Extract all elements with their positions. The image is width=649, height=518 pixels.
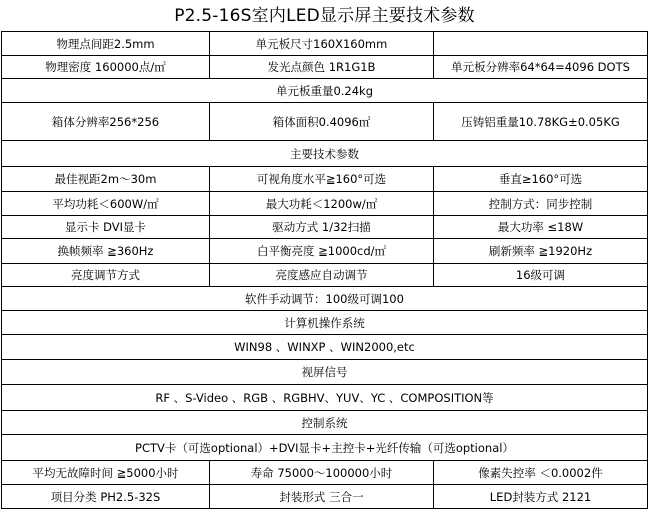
table-row xyxy=(2,264,648,287)
table-cell: 压铸铝重量10.78KG±0.05KG xyxy=(434,103,648,141)
table-cell: 箱体面积0.4096㎡ xyxy=(210,103,434,141)
spec-table xyxy=(1,31,648,509)
table-cell: WIN98 、WINXP 、WIN2000,etc xyxy=(2,335,648,360)
table-cell: 单元板重量0.24kg xyxy=(2,79,648,103)
table-cell: 寿命 75000～100000小时 xyxy=(210,461,434,485)
table-cell: 箱体分辨率256*256 xyxy=(2,103,210,141)
table-row xyxy=(2,287,648,311)
table-cell: 封装形式 三合一 xyxy=(210,485,434,509)
table-cell: 平均无故障时间 ≧5000小时 xyxy=(2,461,210,485)
section-header: 控制系统 xyxy=(2,411,648,435)
table-row xyxy=(2,311,648,335)
table-cell: PCTV卡（可选optional）+DVI显卡+主控卡+光纤传输（可选optional） xyxy=(2,435,648,461)
table-row xyxy=(2,103,648,141)
table-cell: 亮度调节方式 xyxy=(2,264,210,287)
table-row xyxy=(2,216,648,239)
table-cell: 物理点间距2.5mm xyxy=(2,32,210,56)
table-cell: RF 、S-Video 、RGB 、RGBHV、YUV、YC 、COMPOSITION等 xyxy=(2,385,648,411)
table-cell: 软件手动调节：100级可调100 xyxy=(2,287,648,311)
table-cell: 刷新频率 ≧1920Hz xyxy=(434,239,648,264)
table-row xyxy=(2,56,648,79)
table-row xyxy=(2,32,648,56)
table-cell xyxy=(434,32,648,56)
table-row xyxy=(2,239,648,264)
table-cell: 控制方式：同步控制 xyxy=(434,192,648,216)
table-row xyxy=(2,435,648,461)
table-cell: 单元板分辨率64*64=4096 DOTS xyxy=(434,56,648,79)
table-row xyxy=(2,360,648,385)
table-cell: 可视角度水平≧160°可选 xyxy=(210,167,434,192)
table-row xyxy=(2,461,648,485)
table-row xyxy=(2,411,648,435)
table-cell: 物理密度 160000点/㎡ xyxy=(2,56,210,79)
table-cell: 发光点颜色 1R1G1B xyxy=(210,56,434,79)
table-row xyxy=(2,192,648,216)
table-cell: 项目分类 PH2.5-32S xyxy=(2,485,210,509)
table-cell: 单元板尺寸160X160mm xyxy=(210,32,434,56)
table-cell: 亮度感应自动调节 xyxy=(210,264,434,287)
section-header: 视屏信号 xyxy=(2,360,648,385)
table-row xyxy=(2,485,648,509)
table-row xyxy=(2,167,648,192)
table-cell: LED封装方式 2121 xyxy=(434,485,648,509)
table-row xyxy=(2,335,648,360)
table-cell: 平均功耗＜600W/㎡ xyxy=(2,192,210,216)
table-cell: 显示卡 DVI显卡 xyxy=(2,216,210,239)
table-cell: 最大功率 ≤18W xyxy=(434,216,648,239)
table-cell: 像素失控率 ＜0.0002件 xyxy=(434,461,648,485)
table-cell: 驱动方式 1/32扫描 xyxy=(210,216,434,239)
table-row xyxy=(2,141,648,167)
section-header: 主要技术参数 xyxy=(2,141,648,167)
table-row xyxy=(2,79,648,103)
table-cell: 最大功耗＜1200w/㎡ xyxy=(210,192,434,216)
table-cell: 16级可调 xyxy=(434,264,648,287)
table-row xyxy=(2,385,648,411)
table-cell: 白平衡亮度 ≧1000cd/㎡ xyxy=(210,239,434,264)
table-cell: 垂直≥160°可选 xyxy=(434,167,648,192)
section-header: 计算机操作系统 xyxy=(2,311,648,335)
table-cell: 最佳视距2m～30m xyxy=(2,167,210,192)
table-cell: 换帧频率 ≧360Hz xyxy=(2,239,210,264)
page-title: P2.5-16S室内LED显示屏主要技术参数 xyxy=(174,6,475,26)
